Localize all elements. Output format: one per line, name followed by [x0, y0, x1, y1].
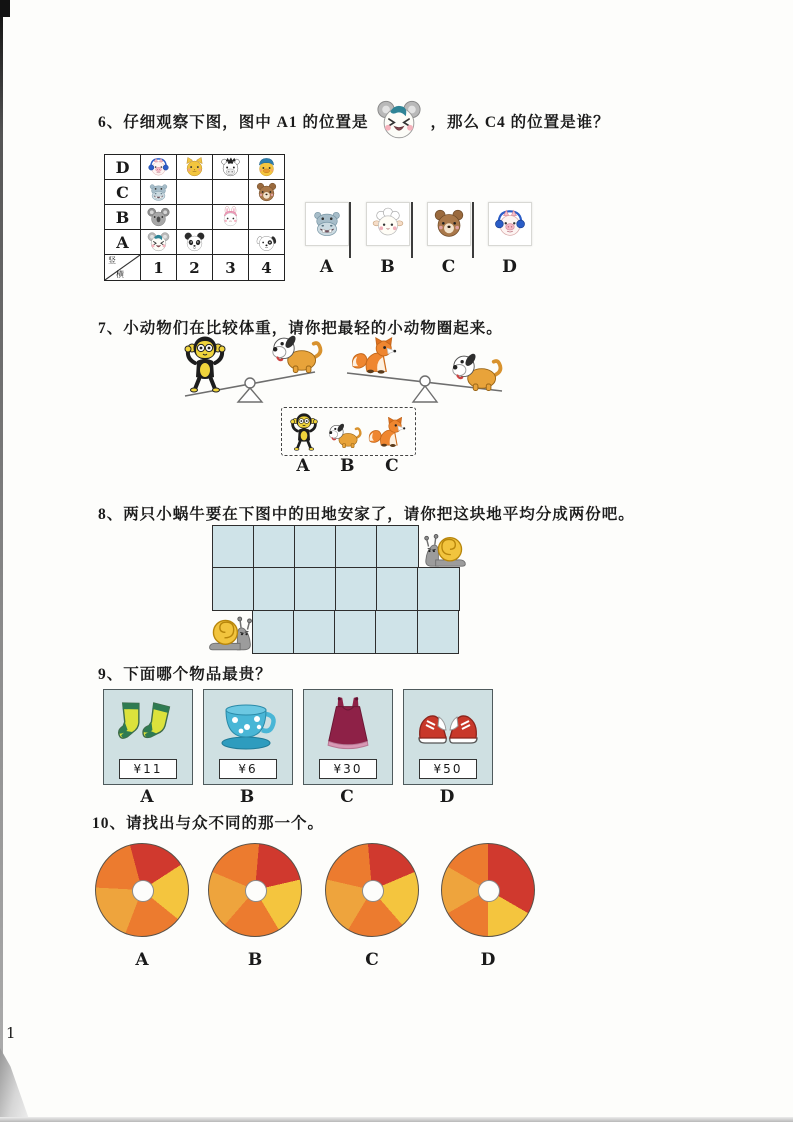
field-cell[interactable] — [334, 610, 377, 654]
fox-icon — [368, 417, 406, 447]
q6-option-slot — [479, 202, 540, 278]
grid-row — [105, 155, 285, 180]
dress-icon — [316, 695, 380, 753]
q8-text: 8、两只小蜗牛要在下图中的田地安家了，请你把这块地平均分成两份吧。 — [98, 506, 635, 523]
q6-question-text — [98, 96, 610, 146]
q7-option-C[interactable] — [368, 417, 406, 447]
grid-cell — [177, 205, 213, 230]
page-number: 1 — [6, 1024, 16, 1042]
q9-item-boxes — [103, 689, 623, 789]
seesaw2-left-animal — [351, 337, 397, 374]
option-divider — [472, 202, 474, 258]
q7-option-label: A — [296, 456, 310, 476]
q6-text-after: ，那么 C4 的位置是谁？ — [430, 114, 610, 131]
q6-option-label: D — [502, 257, 517, 277]
grid-cell — [249, 155, 285, 180]
grid-col-label: 1 — [141, 255, 177, 281]
grid-cell — [141, 180, 177, 205]
q6-option-slot — [357, 202, 418, 278]
zebra-icon — [219, 156, 242, 179]
grid-row-label: B — [105, 205, 141, 230]
grid-cell — [213, 180, 249, 205]
field-cell[interactable] — [252, 610, 295, 654]
q9-item-C[interactable] — [303, 689, 393, 785]
wheel-center-hole — [132, 880, 154, 902]
duck-icon — [255, 156, 278, 179]
q9-option-label: A — [140, 787, 154, 807]
cat-icon — [183, 156, 206, 179]
field-cell[interactable] — [417, 610, 460, 654]
grid-cell — [177, 155, 213, 180]
q10-option-label: D — [480, 950, 496, 970]
field-cell[interactable] — [335, 567, 378, 611]
koala-icon — [147, 206, 170, 229]
hippo-icon — [310, 207, 344, 241]
shoes-icon — [416, 695, 480, 753]
field-cell[interactable] — [376, 567, 419, 611]
cup-icon — [216, 695, 280, 753]
q9-question-text — [98, 662, 272, 684]
q6-text-before: 6、仔细观察下图，图中 A1 的位置是 — [98, 114, 369, 131]
wheel-center-hole — [362, 880, 384, 902]
seesaw1-right-animal — [271, 332, 323, 374]
field-cell[interactable] — [212, 567, 255, 611]
bear-icon — [432, 207, 466, 241]
grid-row-label: D — [105, 155, 141, 180]
q6-option-slot — [418, 202, 479, 278]
q7-option-B[interactable] — [328, 421, 362, 449]
q10-wheel-C[interactable] — [325, 843, 419, 937]
q9-option-label: C — [340, 787, 354, 807]
sheep-icon — [371, 207, 405, 241]
field-cell[interactable] — [293, 610, 336, 654]
panda-icon — [183, 231, 206, 254]
q10-option-label: C — [365, 950, 379, 970]
q6-option-label: B — [380, 257, 395, 277]
q9-text: 9、下面哪个物品最贵？ — [98, 666, 272, 683]
q7-option-labels — [281, 456, 414, 476]
q7-seesaw-figure — [175, 330, 525, 407]
dog_body-icon — [271, 332, 323, 374]
snail-icon — [423, 527, 468, 568]
grid-cell — [213, 155, 249, 180]
dog_body-icon — [328, 421, 362, 449]
seesaw1-left-animal — [183, 332, 227, 394]
q8-question-text — [98, 502, 635, 524]
grid-cell — [141, 205, 177, 230]
grid-corner-label-horizontal: 横 — [116, 270, 124, 279]
q10-text: 10、请找出与众不同的那一个。 — [92, 815, 325, 832]
wheel-center-hole — [245, 880, 267, 902]
grid-cell — [141, 230, 177, 255]
q10-option-label: B — [247, 950, 263, 970]
q6-option-C[interactable] — [427, 202, 471, 246]
grid-row — [105, 180, 285, 205]
option-divider — [411, 202, 413, 258]
hippo-icon — [147, 181, 170, 204]
field-row — [213, 567, 460, 611]
grid-col-label: 2 — [177, 255, 213, 281]
q6-option-B[interactable] — [366, 202, 410, 246]
q7-answer-box — [281, 407, 416, 456]
rabbit-icon — [219, 206, 242, 229]
pig-icon — [147, 156, 170, 179]
q9-item-A[interactable] — [103, 689, 193, 785]
scan-corner-mark — [0, 0, 10, 17]
snail-icon — [207, 609, 253, 652]
grid-cell — [249, 230, 285, 255]
grid-cell — [249, 205, 285, 230]
q9-option-label: B — [239, 787, 255, 807]
grid-cell — [177, 230, 213, 255]
pig-icon — [493, 207, 527, 241]
q6-options — [296, 202, 540, 278]
q6-option-label: C — [441, 257, 456, 277]
grid-cell — [213, 230, 249, 255]
scan-shadow-bottom-left — [0, 1048, 30, 1122]
grid-cell — [177, 180, 213, 205]
price-tag: ¥6 — [219, 759, 277, 779]
monkey-icon — [289, 411, 319, 451]
field-cell[interactable] — [375, 610, 418, 654]
grid-row-label: A — [105, 230, 141, 255]
q10-wheel-D[interactable] — [441, 843, 535, 937]
q6-option-label: A — [319, 257, 334, 277]
grid-footer-row — [105, 255, 285, 281]
field-cell[interactable] — [253, 525, 296, 569]
field-cell[interactable] — [294, 525, 337, 569]
scan-edge-bottom — [0, 1117, 793, 1122]
q10-wheel-A[interactable] — [95, 843, 189, 937]
fox-icon — [351, 337, 397, 374]
option-divider — [349, 202, 351, 258]
field-cell[interactable] — [253, 567, 296, 611]
field-cell[interactable] — [417, 567, 460, 611]
dog-icon — [255, 231, 278, 254]
grid-row — [105, 230, 285, 255]
q7-option-label: C — [385, 456, 399, 476]
q9-option-label: D — [439, 787, 455, 807]
q7-option-label: B — [340, 456, 355, 476]
q6-option-slot — [296, 202, 357, 278]
field-row — [254, 610, 460, 654]
q7-text: 7、小动物们在比较体重，请你把最轻的小动物圈起来。 — [98, 320, 503, 337]
q6-position-grid — [104, 154, 285, 281]
grid-corner-cell — [105, 255, 141, 281]
field-cell[interactable] — [335, 525, 378, 569]
mouse-icon — [372, 98, 426, 144]
q9-item-B[interactable] — [203, 689, 293, 785]
monkey-icon — [183, 332, 227, 394]
q10-option-label: A — [135, 950, 149, 970]
price-tag: ¥30 — [319, 759, 377, 779]
q7-option-A[interactable] — [289, 411, 319, 451]
q9-item-D[interactable] — [403, 689, 493, 785]
grid-col-label: 4 — [249, 255, 285, 281]
field-cell[interactable] — [376, 525, 419, 569]
q6-option-D[interactable] — [488, 202, 532, 246]
price-tag: ¥11 — [119, 759, 177, 779]
grid-row — [105, 205, 285, 230]
grid-cell — [213, 205, 249, 230]
socks-icon — [116, 695, 180, 753]
mouse-icon — [147, 231, 170, 254]
grid-cell — [141, 155, 177, 180]
field-cell[interactable] — [212, 525, 255, 569]
bear-icon — [255, 181, 278, 204]
price-tag: ¥50 — [419, 759, 477, 779]
snail-icon — [423, 527, 468, 568]
wheel-center-hole — [478, 880, 500, 902]
grid-col-label: 3 — [213, 255, 249, 281]
snail-icon — [207, 609, 253, 652]
q10-question-text — [92, 811, 324, 833]
q10-pinwheels — [85, 843, 565, 943]
q10-option-labels — [85, 950, 565, 974]
grid-row-label: C — [105, 180, 141, 205]
q6-option-A[interactable] — [305, 202, 349, 246]
q9-option-labels — [103, 787, 623, 809]
grid-cell — [249, 180, 285, 205]
scan-edge-left — [0, 0, 3, 1122]
dog_body-icon — [451, 350, 503, 392]
q10-wheel-B[interactable] — [208, 843, 302, 937]
field-cell[interactable] — [294, 567, 337, 611]
grid-corner-label-vertical: 竖 — [108, 256, 116, 265]
seesaw2-right-animal — [451, 350, 503, 392]
